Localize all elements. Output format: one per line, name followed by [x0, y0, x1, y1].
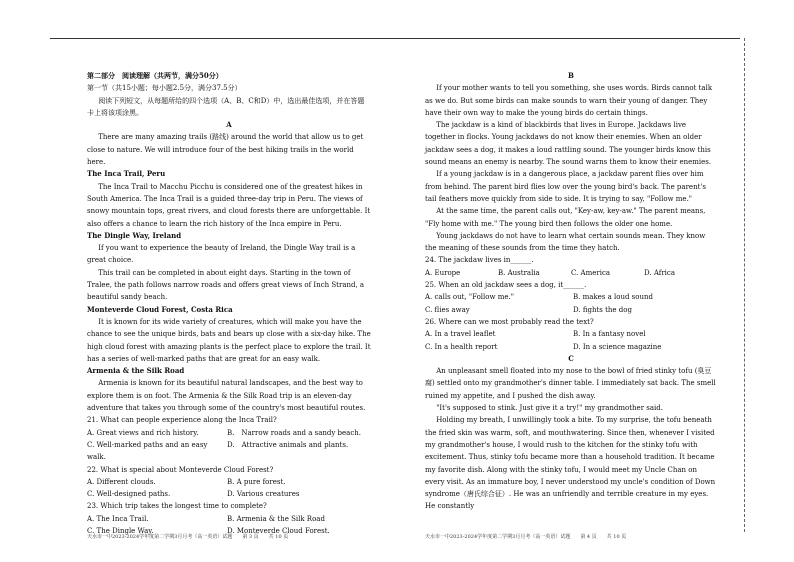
option: A. Europe	[425, 268, 461, 277]
question-26-options-row-2	[425, 341, 717, 353]
passage-b-paragraph-4: At the same time, the parent calls out, "Key-aw, key-aw." The parent means, "Fly home with me." The young bird then follows the older one home.	[425, 207, 706, 228]
option: C. The Dingle Way.	[87, 526, 154, 535]
option: C. In a health report	[425, 342, 498, 351]
passage-b-label: B	[568, 71, 574, 80]
question-22: 22. What is special about Monteverde Cloud Forest?	[87, 465, 274, 474]
trail-2-text-2: This trail can be completed in about eight days. Starting in the town of Tralee, the path follows narrow roads and offers great views of Inch Strand, a beautiful sandy beach.	[87, 268, 365, 302]
option: D. Monteverde Cloud Forest.	[227, 526, 330, 535]
question-26-options-row-1	[425, 328, 717, 340]
option: B. makes a loud sound	[573, 293, 653, 302]
option: B. Narrow roads and a sandy beach.	[227, 428, 361, 437]
section-title: 第二部分 阅读理解（共两节，满分50分）	[87, 71, 223, 80]
question-25-options-row-2	[425, 304, 717, 316]
option: C. Well-marked paths and an easy walk.	[87, 440, 208, 462]
option: C. flies away	[425, 305, 470, 314]
passage-b-paragraph-5: Young jackdaws do not have to learn what certain sounds mean. They know the meaning of these sounds from the time they hatch.	[425, 231, 706, 253]
question-21-options-row-1	[87, 427, 371, 439]
option: B. Armenia & the Silk Road	[227, 514, 325, 523]
trail-3-text: It is known for its wide variety of creatures, which will make you have the chance to see the unique birds, bats and bears up close with a six-day hike. The high cloud forest with amazing plants is the perfect place to explore the trail. It has a series of well-marked paths that are great for an easy walk.	[87, 317, 371, 363]
trail-4-title: Armenia & the Silk Road	[87, 366, 185, 376]
top-rule	[50, 38, 740, 39]
option: B. In a fantasy novel	[573, 330, 646, 339]
left-column	[87, 70, 371, 537]
question-25-options-row-1	[425, 291, 717, 303]
option: D. fights the dog	[573, 305, 632, 314]
option: C. Well-designed paths.	[87, 490, 171, 499]
question-24-options	[425, 267, 717, 279]
option: A. The Inca Trail.	[87, 514, 149, 523]
option: A. In a travel leaflet	[425, 330, 496, 339]
passage-c-label: C	[568, 353, 574, 363]
question-21: 21. What can people experience along the Inca Trail?	[87, 416, 277, 425]
instruction: 阅读下列短文，从每题所给的四个选项（A、B、C和D）中，选出最佳选项，并在答题卡上将该项涂黑。	[87, 96, 365, 117]
binding-fold-line	[744, 38, 745, 532]
page-footer-left: 天水市一中2023-2024学年度第二学期3月月考（高一英语）试题 第 3 页 共 10 页	[87, 534, 289, 540]
question-26: 26. Where can we most probably read the text?	[425, 317, 594, 326]
passage-c-paragraph-1: An unpleasant smell floated into my nose to the bowl of fried stinky tofu (臭豆腐) settled onto my grandmother's dinner table. I immediately sat back. The smell ruined my appetite, and I pushed the dish away.	[425, 367, 716, 400]
question-25: 25. When an old jackdaw sees a dog, it______.	[425, 281, 587, 290]
question-22-options-row-2	[87, 488, 371, 500]
right-column	[425, 70, 717, 513]
passage-a-intro: There are many amazing trails (路线) around the world that allow us to get close to nature. We will introduce four of the best hiking trails in the world here.	[87, 133, 364, 167]
option: C. America	[571, 268, 611, 277]
question-22-options-row-1	[87, 476, 371, 488]
trail-1-text: The Inca Trail to Macchu Picchu is considered one of the greatest hikes in South America. The Inca Trail is a guided three-day trip in Peru. The views of snowy mountain tops, great rivers, and cloud forests there are unforgettable. It also offers a chance to learn the rich history of the Inca empire in Peru.	[87, 182, 371, 228]
trail-2-title: The Dingle Way, Ireland	[87, 230, 182, 240]
sub-title: 第一节（共15小题；每小题2.5分，满分37.5分）	[87, 84, 242, 93]
option: D. Africa	[644, 268, 676, 277]
option: B. A pure forest.	[227, 477, 286, 486]
trail-3-title: Monteverde Cloud Forest, Costa Rica	[87, 304, 233, 314]
passage-b-paragraph-3: If a young jackdaw is in a dangerous place, a jackdaw parent flies over him from behind. The parent bird flies low over the young bird's back. The parent's tail feathers move quickly from side to side. It is trying to say, "Follow me."	[425, 170, 706, 203]
passage-a-label: A	[226, 120, 232, 130]
page-footer-right: 天水市一中2023-2024学年度第二学期3月月考（高一英语）试题 第 4 页 共 10 页	[425, 534, 627, 540]
passage-b-paragraph-2: The jackdaw is a kind of blackbirds that lives in Europe. Jackdaws live together in flocks. Young jackdaws do not know their enemies. When an older jackdaw sees a dog, it makes a loud rattling sound. The younger birds know this sound means an enemy is nearby. The sound warns them to know their enemies.	[425, 121, 712, 167]
passage-c-paragraph-2: "It's supposed to stink. Just give it a try!" my grandmother said.	[436, 404, 663, 413]
trail-4-text: Armenia is known for its beautiful natural landscapes, and the best way to explore them is on foot. The Armenia & the Silk Road trip is an eleven-day adventure that takes you through some of the country's most beautiful routes.	[87, 379, 366, 413]
option: A. Great views and rich history.	[87, 428, 199, 437]
option: A. calls out, "Follow me."	[425, 293, 514, 302]
option: A. Different clouds.	[87, 477, 156, 486]
trail-2-text: If you want to experience the beauty of Ireland, the Dingle Way trail is a great choice.	[87, 244, 356, 265]
trail-1-title: The Inca Trail, Peru	[87, 169, 166, 179]
passage-c-paragraph-3: Holding my breath, I unwillingly took a bite. To my surprise, the tofu beneath the fried skin was warm, soft, and mouthwatering. Since then, whenever I visited my grandmother's house, I would rush to the kitchen for the stinky tofu with excitement. Thus, stinky tofu became more than a household tradition. It became my favorite dish. Along with the stinky tofu, I would meet my Uncle Chan on every visit. As an immature boy, I never understood my uncle's condition of Down syndrome（唐氏综合征）. He was an unfriendly and terrible creature in my eyes. He constantly	[425, 416, 716, 511]
option: D. Various creatures	[227, 490, 300, 499]
question-21-options-row-2	[87, 439, 371, 464]
option: D. Attractive animals and plants.	[227, 440, 349, 449]
option: B. Australia	[498, 268, 540, 277]
question-23: 23. Which trip takes the longest time to complete?	[87, 502, 267, 511]
passage-b-paragraph-1: If your mother wants to tell you something, she uses words. Birds cannot talk as we do. But some birds can make sounds to warn their young of danger. They have their own way to make the young birds do certain things.	[425, 84, 713, 117]
question-24: 24. The jackdaw lives in______.	[425, 256, 534, 265]
option: D. In a science magazine	[573, 342, 662, 351]
question-23-options-row-1	[87, 513, 371, 525]
